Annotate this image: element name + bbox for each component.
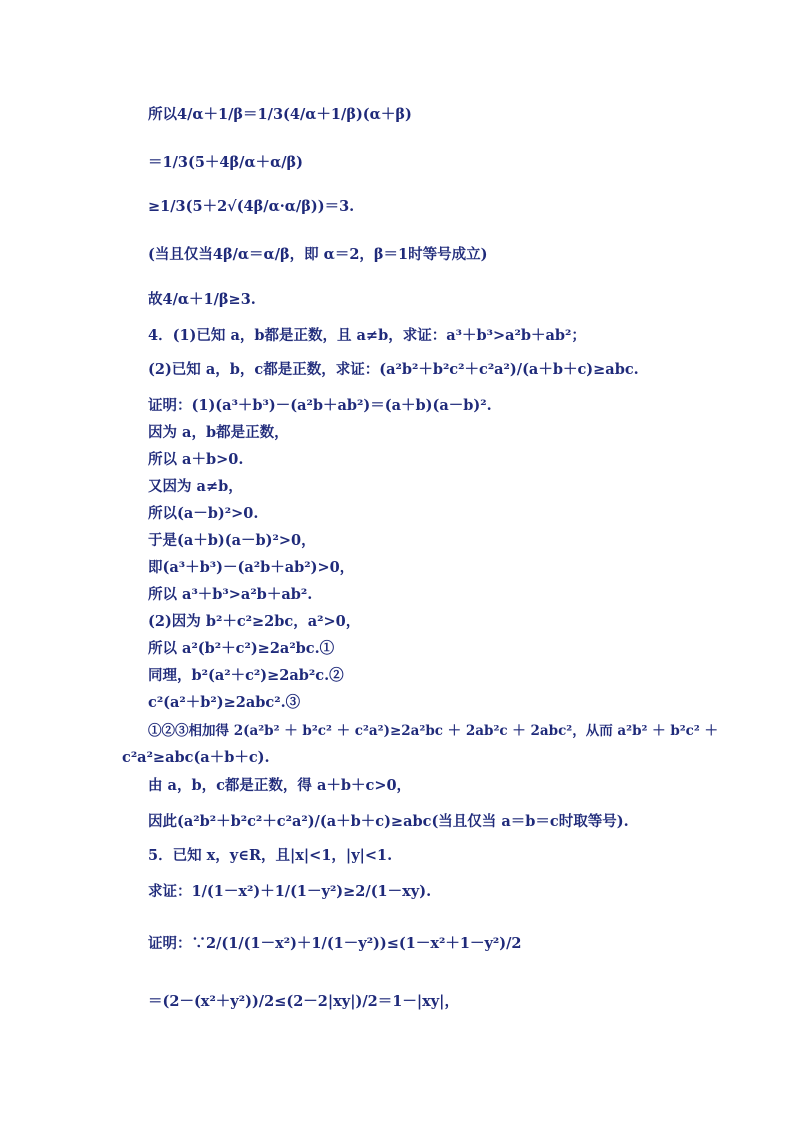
text-line: 即(a³＋b³)－(a²b＋ab²)>0， (148, 559, 355, 576)
text-line: 又因为 a≠b， (148, 478, 243, 495)
text-line: 故4/α＋1/β≥3. (148, 291, 256, 308)
text-line: ≥1/3(5＋2√(4β/α·α/β))＝3. (148, 198, 355, 215)
text-line: 证明：∵2/(1/(1－x²)＋1/(1－y²))≤(1－x²＋1－y²)/2 (148, 935, 522, 952)
text-line: 所以 a²(b²＋c²)≥2a²bc.① (148, 640, 335, 657)
text-line: 因为 a，b都是正数， (148, 424, 289, 441)
text-line: (当且仅当4β/α＝α/β，即 α＝2，β＝1时等号成立) (148, 246, 488, 263)
text-line: 4．(1)已知 a，b都是正数，且 a≠b，求证：a³＋b³>a²b＋ab²； (148, 327, 586, 344)
text-line: 所以(a－b)²>0. (148, 505, 259, 522)
text-line: 所以 a³＋b³>a²b＋ab². (148, 586, 313, 603)
text-line: 于是(a＋b)(a－b)²>0， (148, 532, 316, 549)
text-line: 由 a，b，c都是正数，得 a＋b＋c>0， (148, 777, 412, 794)
text-line: c²(a²＋b²)≥2abc².③ (148, 694, 301, 711)
text-line: 5．已知 x，y∈R，且|x|<1，|y|<1. (148, 847, 393, 864)
text-line: 证明：(1)(a³＋b³)－(a²b＋ab²)＝(a＋b)(a－b)². (148, 397, 492, 414)
text-line: (2)已知 a，b，c都是正数，求证：(a²b²＋b²c²＋c²a²)/(a＋b＋c)≥abc. (148, 361, 639, 378)
text-line: 求证：1/(1－x²)＋1/(1－y²)≥2/(1－xy). (148, 883, 432, 900)
text-line: c²a²≥abc(a＋b＋c). (122, 749, 270, 766)
text-line: 所以4/α＋1/β＝1/3(4/α＋1/β)(α＋β) (148, 106, 412, 123)
text-line: ＝1/3(5＋4β/α＋α/β) (148, 154, 304, 171)
text-line: 所以 a＋b>0. (148, 451, 244, 468)
text-line: (2)因为 b²＋c²≥2bc，a²>0， (148, 613, 361, 630)
text-line: ＝(2－(x²＋y²))/2≤(2－2|xy|)/2＝1－|xy|， (148, 993, 459, 1010)
text-line: ①②③相加得 2(a²b² ＋ b²c² ＋ c²a²)≥2a²bc ＋ 2ab²c ＋ 2abc²，从而 a²b² ＋ b²c² ＋ (148, 723, 719, 739)
text-line: 同理，b²(a²＋c²)≥2ab²c.② (148, 667, 344, 684)
text-line: 因此(a²b²＋b²c²＋c²a²)/(a＋b＋c)≥abc(当且仅当 a＝b＝c时取等号). (148, 813, 629, 830)
